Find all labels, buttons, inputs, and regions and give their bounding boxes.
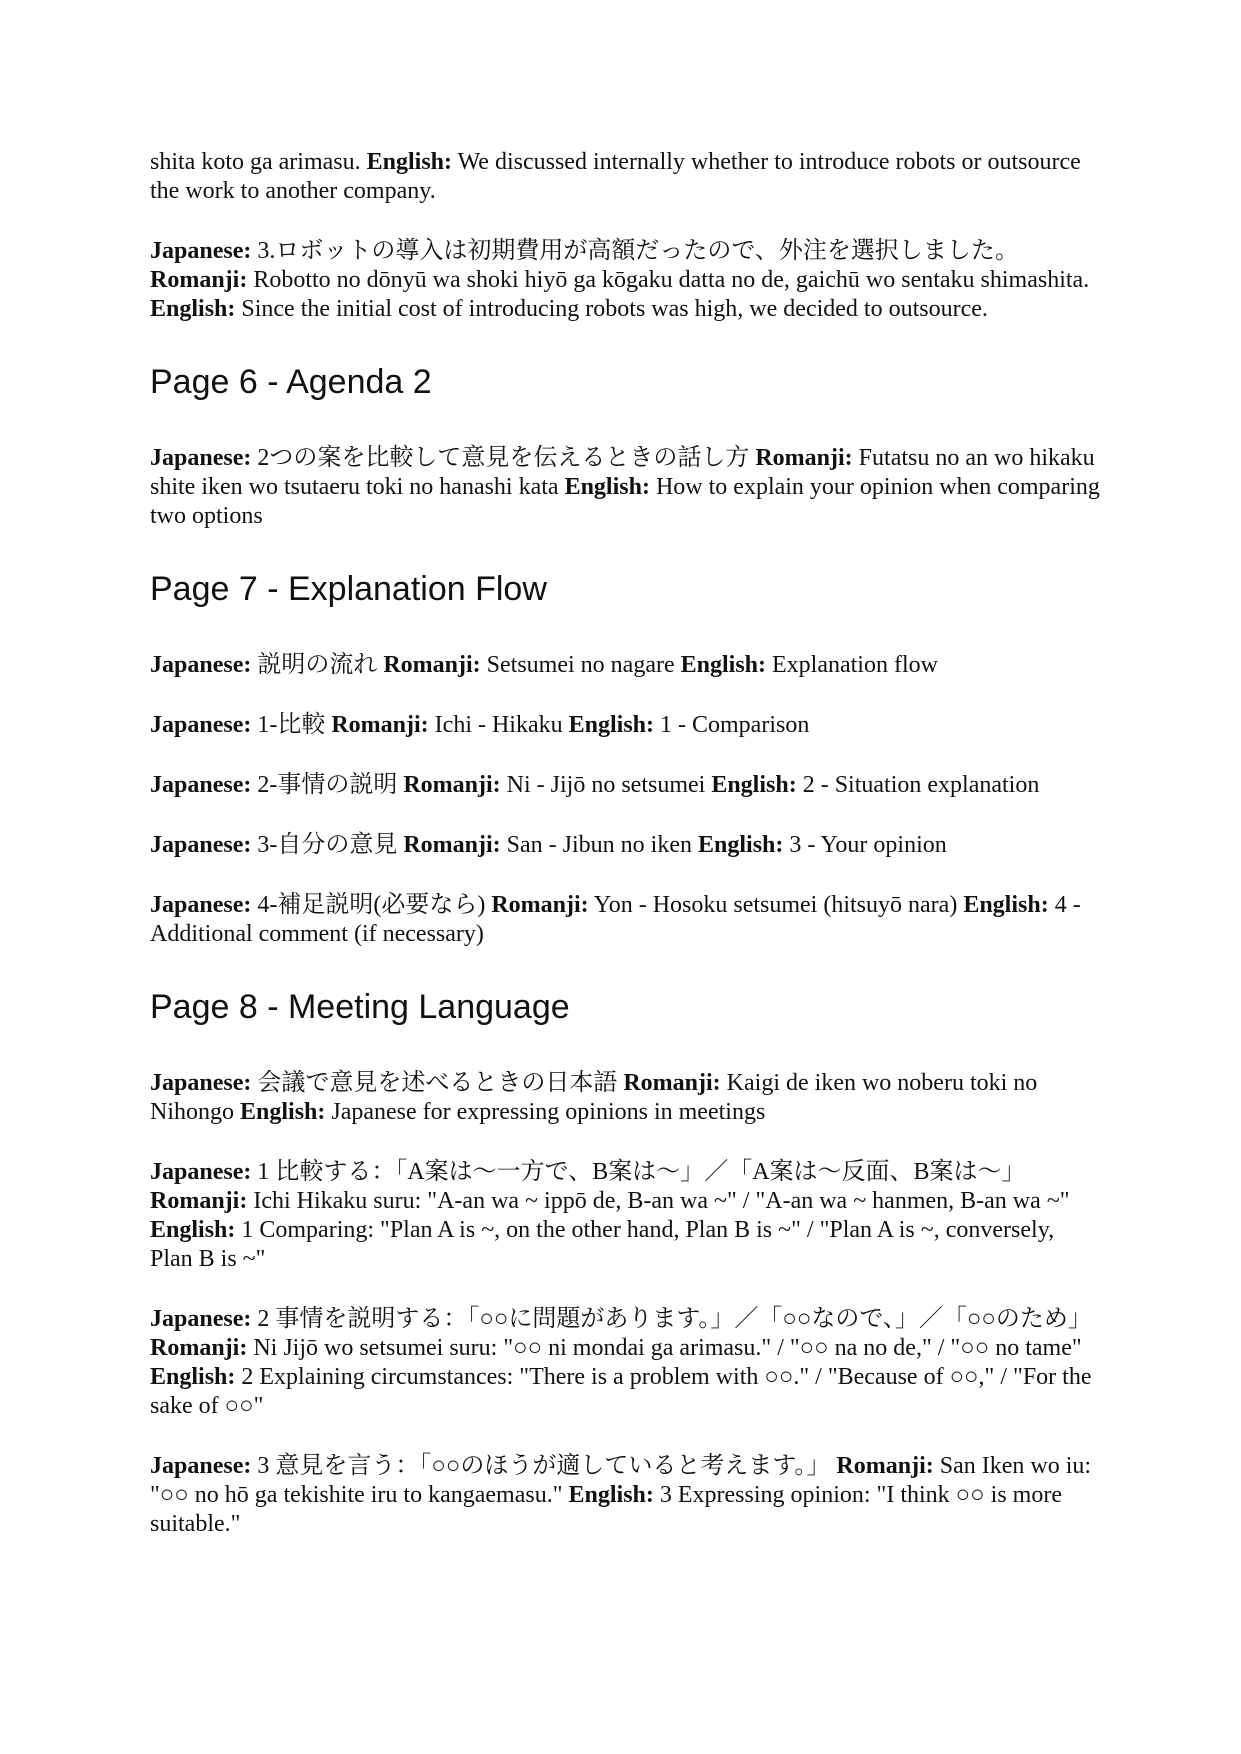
entry-robot3 [150, 237, 1101, 324]
english-text: How to explain your opinion when comparing two options [150, 474, 1100, 529]
english-label: English: [711, 772, 797, 798]
english-label: English: [150, 296, 236, 322]
japanese-label: Japanese: [150, 445, 252, 471]
japanese-text: 2つの案を比較して意見を伝えるときの話し方 [257, 445, 750, 471]
english-text: 1 Comparing: "Plan A is ~, on the other hand, Plan B is ~" / "Plan A is ~, conversely, Plan B is ~" [150, 1217, 1055, 1272]
english-label: English: [568, 712, 655, 738]
japanese-text: 4-補足説明(必要なら) [257, 892, 486, 918]
romanji-text: San Iken wo iu: "○○ no hō ga tekishite iru to kangaemasu." [150, 1453, 1092, 1508]
intro-english: We discussed internally whether to introduce robots or outsource the work to another company. [150, 149, 1081, 204]
english-text: 2 - Situation explanation [802, 772, 1040, 798]
japanese-label: Japanese: [150, 1070, 252, 1096]
english-label: English: [564, 474, 650, 500]
romanji-label: Romanji: [150, 1188, 248, 1214]
entry-compare [150, 1158, 1101, 1274]
intro-paragraph [150, 148, 1101, 206]
japanese-label: Japanese: [150, 892, 252, 918]
english-label: English: [240, 1099, 326, 1125]
romanji-text: Kaigi de iken wo noberu toki no Nihongo [150, 1070, 1038, 1125]
romanji-label: Romanji: [836, 1453, 934, 1479]
japanese-text: 1 比較する：「A案は〜一方で、B案は〜」／「A案は〜反面、B案は〜」 [257, 1159, 1026, 1185]
entry-step4 [150, 891, 1101, 949]
romanji-text: San - Jibun no iken [506, 832, 692, 858]
japanese-label: Japanese: [150, 772, 252, 798]
romanji-label: Romanji: [150, 267, 248, 293]
entry-flow [150, 651, 1101, 680]
romanji-text: Ichi Hikaku suru: "A-an wa ~ ippō de, B-an wa ~" / "A-an wa ~ hanmen, B-an wa ~" [253, 1188, 1070, 1214]
japanese-label: Japanese: [150, 1159, 252, 1185]
romanji-text: Ni Jijō wo setsumei suru: "○○ ni mondai ga arimasu." / "○○ na no de," / "○○ no tame" [253, 1335, 1082, 1361]
entry-meeting [150, 1069, 1101, 1127]
heading-page7: Page 7 - Explanation Flow [150, 570, 547, 608]
romanji-text: Ichi - Hikaku [434, 712, 563, 738]
japanese-text: 2 事情を説明する：「○○に問題があります。」／「○○なので、」／「○○のため」 [257, 1306, 1092, 1332]
english-text: 3 - Your opinion [789, 832, 947, 858]
japanese-label: Japanese: [150, 238, 252, 264]
intro-text: shita koto ga arimasu. [150, 149, 361, 175]
romanji-text: Yon - Hosoku setsumei (hitsuyō nara) [593, 892, 958, 918]
japanese-text: 会議で意見を述べるときの日本語 [257, 1070, 618, 1096]
romanji-label: Romanji: [491, 892, 589, 918]
japanese-label: Japanese: [150, 652, 252, 678]
english-text: 1 - Comparison [660, 712, 810, 738]
japanese-text: 3.ロボットの導入は初期費用が高額だったので、外注を選択しました。 [257, 238, 1019, 264]
romanji-label: Romanji: [403, 832, 501, 858]
english-text: Japanese for expressing opinions in meetings [331, 1099, 766, 1125]
japanese-text: 説明の流れ [257, 652, 378, 678]
japanese-text: 3-自分の意見 [257, 832, 398, 858]
japanese-text: 1-比較 [257, 712, 326, 738]
romanji-label: Romanji: [150, 1335, 248, 1361]
entry-opinion [150, 1452, 1101, 1539]
japanese-label: Japanese: [150, 712, 252, 738]
romanji-label: Romanji: [623, 1070, 721, 1096]
romanji-text: Ni - Jijō no setsumei [506, 772, 706, 798]
romanji-text: Robotto no dōnyū wa shoki hiyō ga kōgaku datta no de, gaichū wo sentaku shimashita. [253, 267, 1090, 293]
romanji-label: Romanji: [755, 445, 853, 471]
heading-page6: Page 6 - Agenda 2 [150, 363, 432, 401]
english-label: English: [568, 1482, 654, 1508]
entry-circumstances [150, 1305, 1101, 1421]
japanese-text: 2-事情の説明 [257, 772, 398, 798]
english-text: Explanation flow [772, 652, 938, 678]
english-text: Since the initial cost of introducing robots was high, we decided to outsource. [241, 296, 988, 322]
entry-step2 [150, 771, 1101, 800]
english-label: English: [963, 892, 1049, 918]
romanji-label: Romanji: [403, 772, 501, 798]
romanji-text: Futatsu no an wo hikaku shite iken wo tsutaeru toki no hanashi kata [150, 445, 1095, 500]
entry-step3 [150, 831, 1101, 860]
heading-page8: Page 8 - Meeting Language [150, 988, 570, 1026]
english-label: English: [150, 1364, 236, 1390]
romanji-text: Setsumei no nagare [486, 652, 675, 678]
english-text: 3 Expressing opinion: "I think ○○ is more suitable." [150, 1482, 1062, 1537]
english-label: English: [150, 1217, 236, 1243]
japanese-label: Japanese: [150, 832, 252, 858]
romanji-label: Romanji: [331, 712, 429, 738]
english-label: English: [366, 149, 452, 175]
english-text: 2 Explaining circumstances: "There is a problem with ○○." / "Because of ○○," / "For the sake of ○○" [150, 1364, 1092, 1419]
japanese-label: Japanese: [150, 1306, 252, 1332]
english-label: English: [698, 832, 784, 858]
english-label: English: [680, 652, 766, 678]
romanji-label: Romanji: [383, 652, 481, 678]
entry-agenda2 [150, 444, 1101, 531]
english-text: 4 - Additional comment (if necessary) [150, 892, 1081, 947]
japanese-text: 3 意見を言う：「○○のほうが適していると考えます。」 [257, 1453, 831, 1479]
entry-step1 [150, 711, 1101, 740]
japanese-label: Japanese: [150, 1453, 252, 1479]
